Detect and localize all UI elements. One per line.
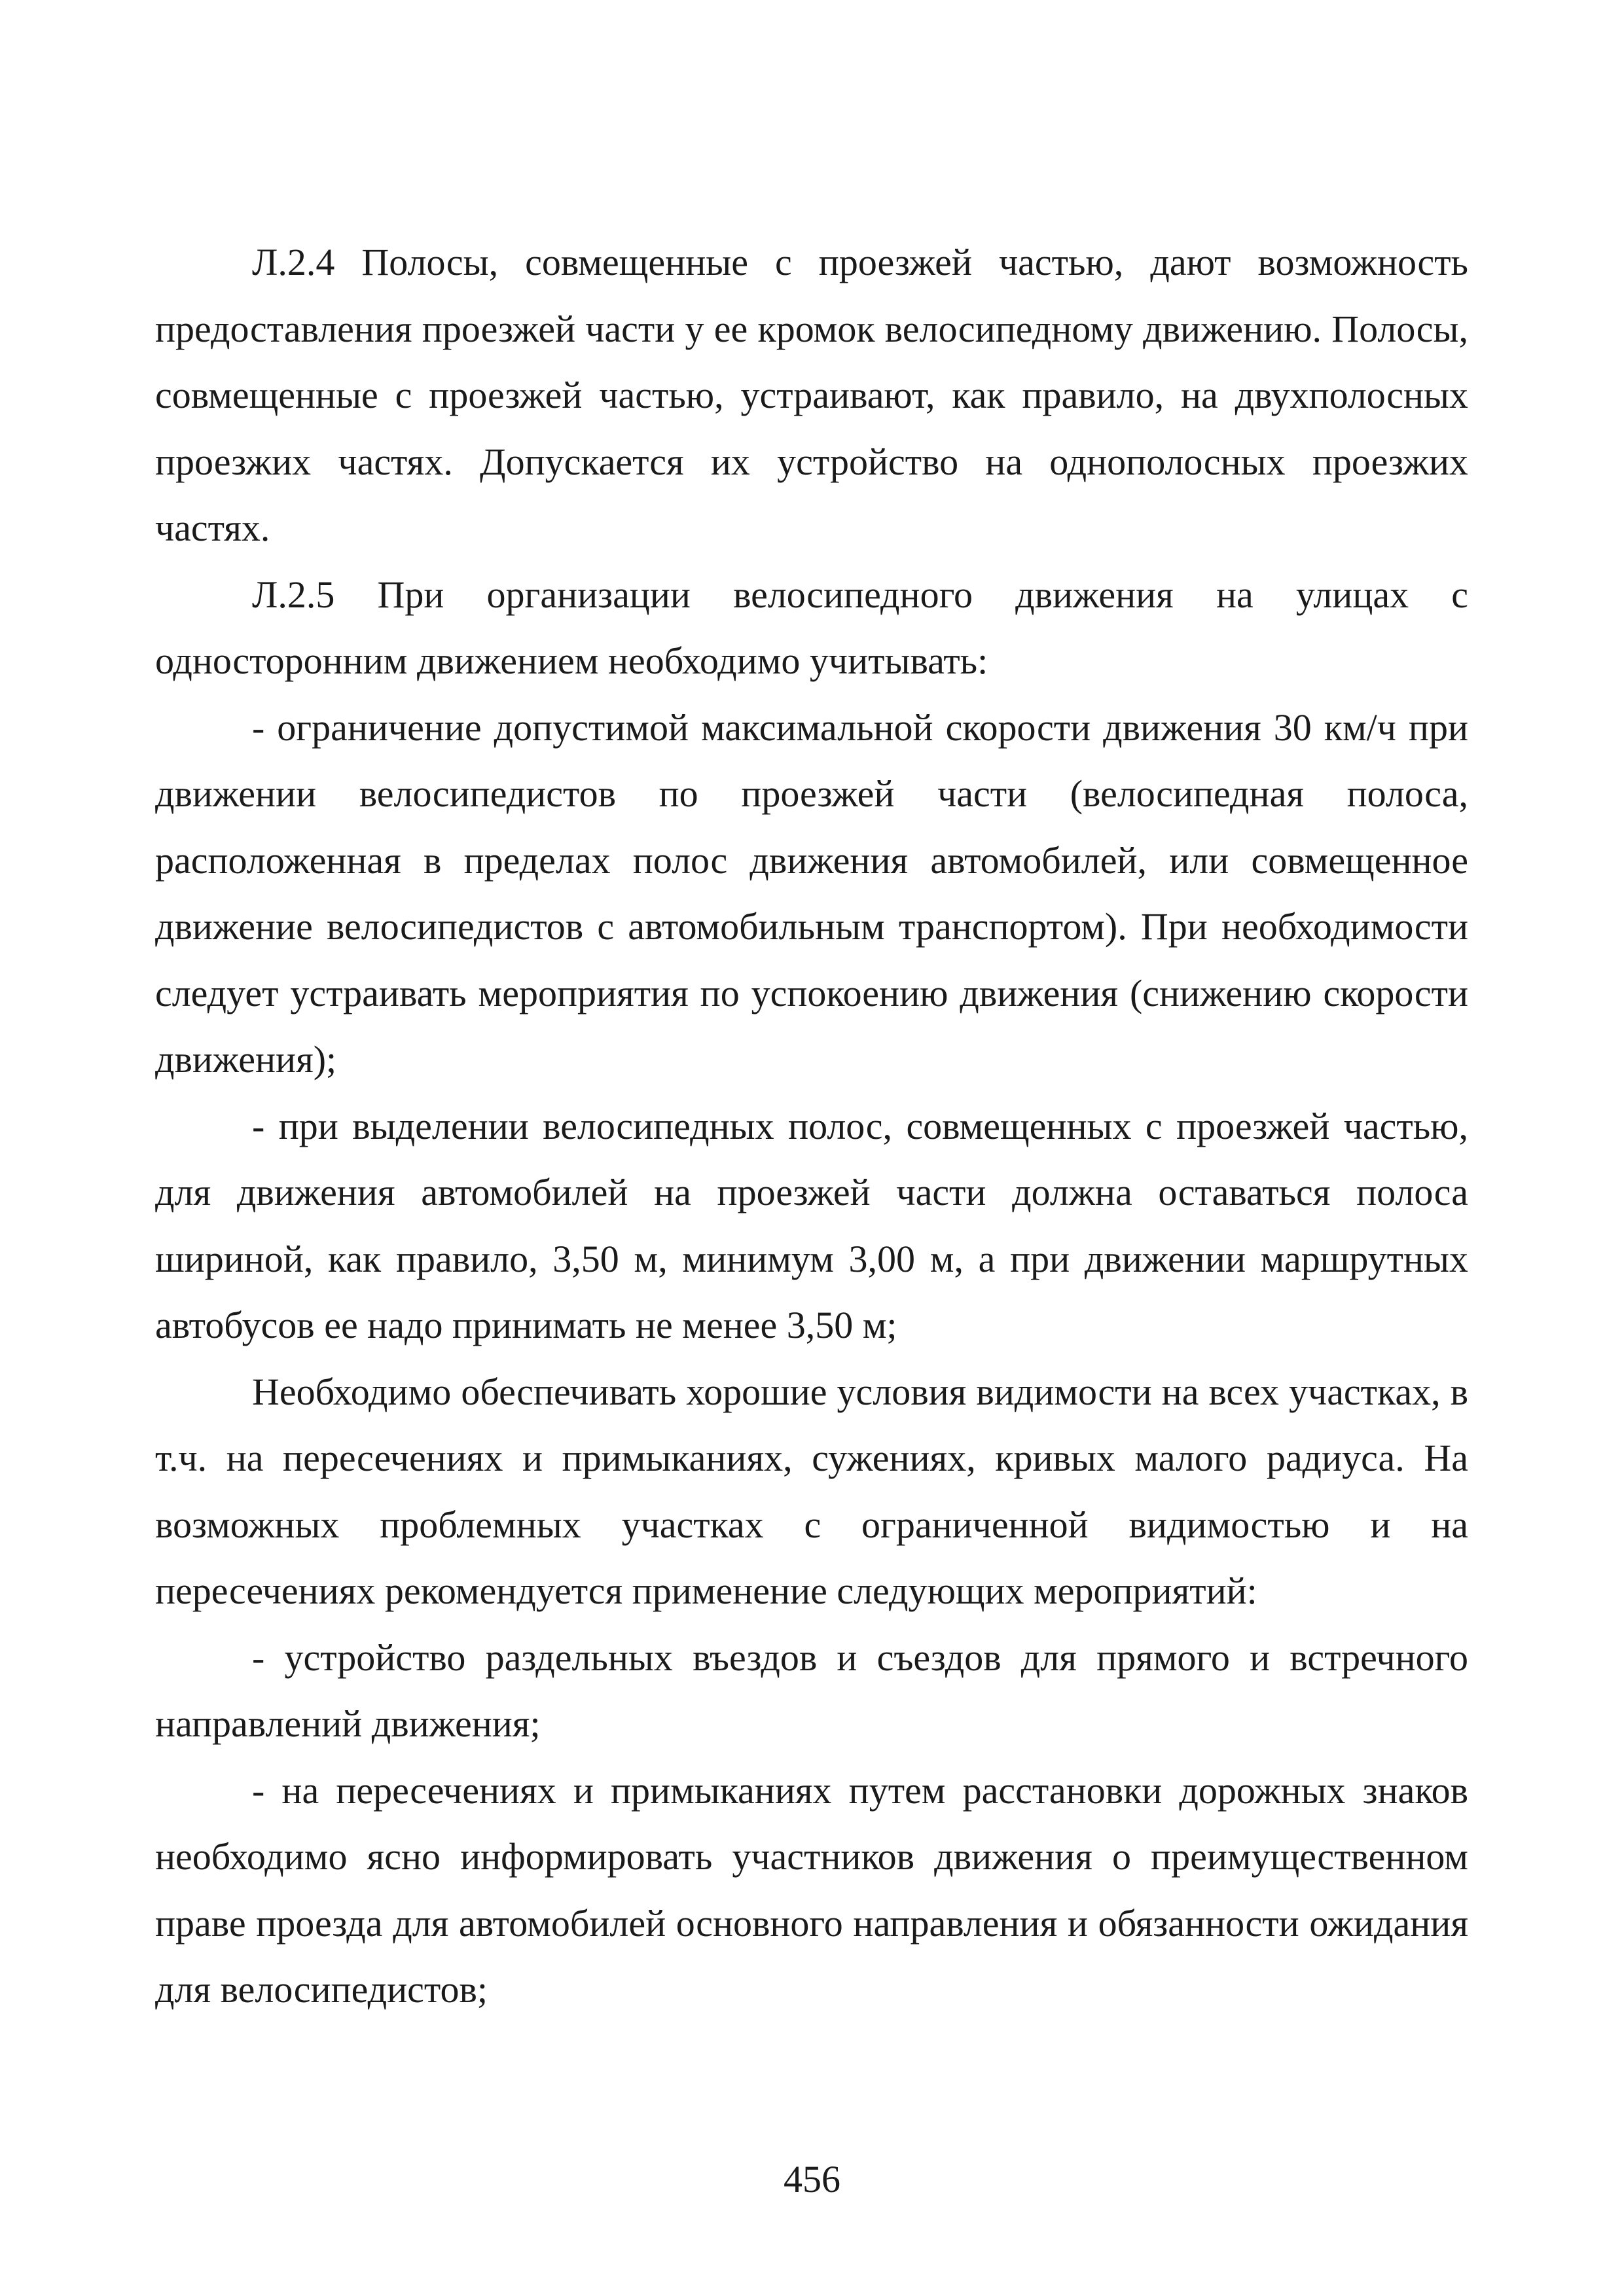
paragraph-visibility: Необходимо обеспечивать хорошие условия видимости на всех участках, в т.ч. на пересечениях и примыканиях, сужениях, кривых малого радиуса. На возможных проблемных участках с ограниченной видимостью и на пересечениях рекомендуется применение следующих мероприятий:	[155, 1370, 1468, 1612]
paragraph-l-2-5: Л.2.5 При организации велосипедного движения на улицах с односторонним движением необходимо учитывать:	[155, 573, 1468, 682]
paragraph-l-2-4: Л.2.4 Полосы, совмещенные с проезжей частью, дают возможность предоставления проезжей части у ее кромок велосипедному движению. Полосы, совмещенные с проезжей частью, устраивают, как правило, на двухполосных проезжих частях. Допускается их устройство на однополосных проезжих частях.	[155, 241, 1468, 549]
list-item-separate-entries: - устройство раздельных въездов и съездов для прямого и встречного направлений движения;	[155, 1636, 1468, 1745]
list-item-road-signs: - на пересечениях и примыканиях путем расстановки дорожных знаков необходимо ясно информировать участников движения о преимущественном праве проезда для автомобилей основного направления и обязанности ожидания для велосипедистов;	[155, 1768, 1468, 2011]
page-number: 456	[784, 2158, 840, 2200]
list-item-speed-limit: - ограничение допустимой максимальной скорости движения 30 км/ч при движении велосипедистов по проезжей части (велосипедная полоса, расположенная в пределах полос движения автомобилей, или совмещенное движение велосипедистов с автомобильным транспортом). При необходимости следует устраивать мероприятия по успокоению движения (снижению скорости движения);	[155, 706, 1468, 1081]
document-body	[155, 229, 1468, 2023]
list-item-lane-width: - при выделении велосипедных полос, совмещенных с проезжей частью, для движения автомобилей на проезжей части должна оставаться полоса шириной, как правило, 3,50 м, минимум 3,00 м, а при движении маршрутных автобусов ее надо принимать не менее 3,50 м;	[155, 1104, 1468, 1346]
